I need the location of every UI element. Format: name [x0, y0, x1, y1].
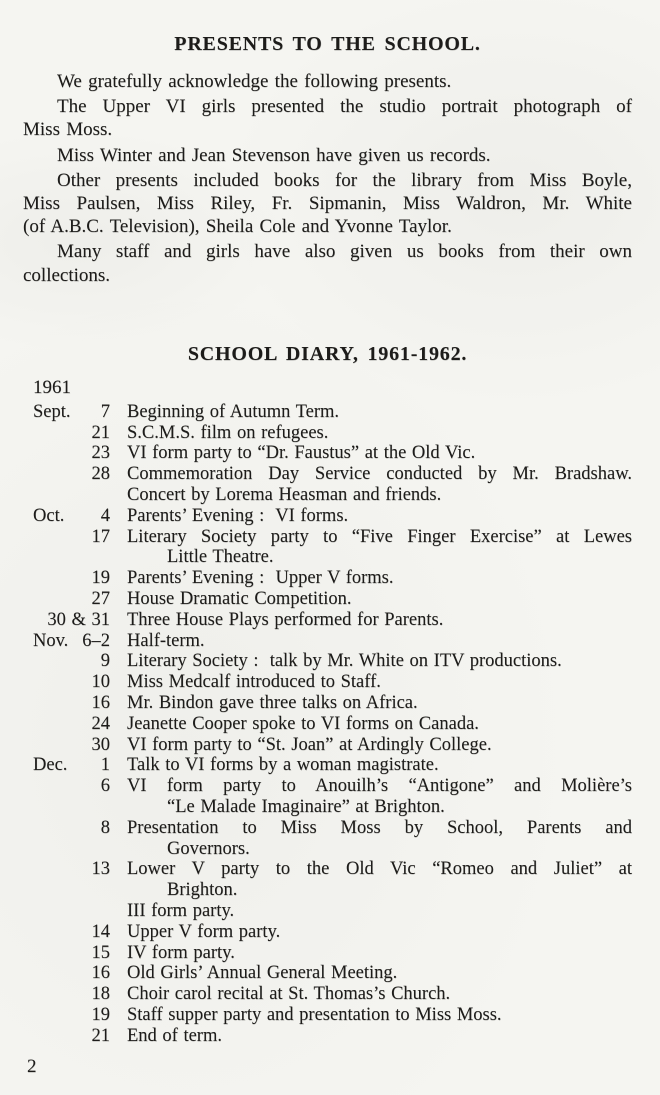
diary-entry-line: Old Girls’ Annual General Meeting.: [127, 963, 398, 984]
diary-entry-date: [33, 506, 110, 527]
diary-entry-day: 9: [100, 651, 110, 672]
diary-entry-day: 15: [91, 942, 110, 963]
paragraph-line: Many staff and girls have also given us books from their own: [57, 241, 632, 263]
paragraph-line: The Upper VI girls presented the studio portrait photograph of: [57, 96, 632, 118]
diary-entry-day: 17: [91, 526, 110, 547]
diary-entry: [33, 735, 632, 756]
diary-entry: [33, 568, 632, 589]
diary-entry: [33, 943, 632, 964]
diary-entry-text: [110, 984, 632, 1005]
presents-section-title: PRESENTS TO THE SCHOOL.: [174, 33, 481, 55]
diary-entry-date: [33, 818, 110, 839]
paragraph-line: Miss Moss.: [23, 119, 113, 141]
diary-entry-line: Jeanette Cooper spoke to VI forms on Canada.: [127, 713, 479, 734]
paragraph: [23, 169, 632, 239]
diary-entry-day: 10: [91, 672, 110, 693]
diary-entry-continuation-line: Brighton.: [167, 880, 238, 901]
diary-entry-text: [110, 589, 632, 610]
paragraph-line: Miss Paulsen, Miss Riley, Fr. Sipmanin, Miss Waldron, Mr. White: [23, 193, 632, 215]
diary-entry: [33, 610, 632, 631]
diary-entry-text: [110, 464, 632, 485]
diary-entry-month: Dec.: [33, 755, 68, 776]
diary-entry-date: [33, 1005, 110, 1026]
diary-entry-date: [33, 755, 110, 776]
diary-entry-continuation-line: Governors.: [167, 838, 250, 859]
diary-entry: [33, 672, 632, 693]
diary-entry-day: 8: [100, 817, 110, 838]
diary-entry-line: Literary Society party to “Five Finger Exercise” at Lewes: [127, 526, 632, 547]
diary-entry-day: 6: [100, 776, 110, 797]
diary-entry-line: Upper V form party.: [127, 921, 281, 942]
diary-entry: [33, 963, 632, 984]
diary-entry: [33, 423, 632, 444]
diary-entry-date: [33, 443, 110, 464]
diary-entry-line: End of term.: [127, 1025, 222, 1046]
diary-entry-day: 16: [91, 963, 110, 984]
diary-entry: [33, 714, 632, 735]
paragraph-line: Miss Winter and Jean Stevenson have given us records.: [57, 144, 491, 166]
diary-entry-text: [110, 506, 632, 527]
diary-entry: [33, 402, 632, 423]
diary-entry-day: 18: [91, 984, 110, 1005]
diary-entry-text: [110, 485, 632, 506]
page-number: 2: [27, 1055, 37, 1077]
diary-entry-text: [110, 610, 632, 631]
diary-entry-date: [33, 527, 110, 548]
diary-entry-line: House Dramatic Competition.: [127, 589, 352, 609]
diary-entry-day: 13: [91, 859, 110, 880]
diary-entry-day: 30: [91, 734, 110, 755]
diary-entry-date: [33, 568, 110, 589]
diary-entries: [33, 402, 632, 1047]
diary-entry-continuation-line: Little Theatre.: [167, 547, 274, 568]
diary-entry: [33, 464, 632, 485]
diary-entry-date: [33, 589, 110, 610]
diary-entry-line: III form party.: [127, 900, 235, 921]
diary-entry-line: Choir carol recital at St. Thomas’s Church.: [127, 984, 451, 1005]
diary-entry-line: Mr. Bindon gave three talks on Africa.: [127, 692, 418, 713]
diary-entry-day: 24: [91, 713, 110, 734]
diary-entry-line: Presentation to Miss Moss by School, Parents and: [127, 817, 632, 838]
diary-entry: [33, 859, 632, 901]
diary-entry-month: Nov.: [33, 630, 69, 651]
paragraph-line: Other presents included books for the library from Miss Boyle,: [57, 169, 632, 191]
diary-entry-text: [110, 901, 632, 922]
diary-entry-line: Concert by Lorema Heasman and friends.: [127, 485, 442, 506]
diary-entry-text: [110, 714, 632, 735]
diary-entry-text: [110, 672, 632, 693]
diary-entry-text: [110, 818, 632, 860]
diary-entry-day: 19: [91, 568, 110, 589]
diary-entry-text: [110, 568, 632, 589]
diary-entry: [33, 443, 632, 464]
diary-entry-date: [33, 943, 110, 964]
diary-entry: [33, 818, 632, 860]
diary-entry-line: Beginning of Autumn Term.: [127, 401, 340, 422]
diary-entry-date: [33, 714, 110, 735]
diary-entry-day: 21: [91, 1025, 110, 1046]
diary-entry: [33, 1026, 632, 1047]
paragraph: [23, 95, 632, 141]
diary-section-title: SCHOOL DIARY, 1961-1962.: [187, 342, 468, 365]
diary-entry-line: Talk to VI forms by a woman magistrate.: [127, 755, 439, 776]
diary-entry-text: [110, 423, 632, 444]
diary-entry: [33, 693, 632, 714]
diary-entry-date: [33, 693, 110, 714]
diary-entry: [33, 901, 632, 922]
diary-entry-day: 19: [91, 1004, 110, 1025]
paragraph-line: (of A.B.C. Television), Sheila Cole and Yvonne Taylor.: [23, 216, 452, 238]
diary-entry-day: 23: [91, 443, 110, 464]
diary-entry-line: VI form party to Anouilh’s “Antigone” and Molière’s: [127, 776, 632, 797]
paragraph: [23, 240, 632, 286]
diary-entry-day: 21: [91, 422, 110, 443]
diary-entry-line: Literary Society : talk by Mr. White on ITV productions.: [127, 651, 562, 672]
diary-entry-text: [110, 963, 632, 984]
diary-entry-text: [110, 631, 632, 652]
diary-entry: [33, 776, 632, 818]
diary-entry-date: [33, 402, 110, 423]
diary-entry-date: [33, 776, 110, 797]
paragraph-line: We gratefully acknowledge the following presents.: [57, 71, 452, 92]
diary-entry-day: 7: [100, 401, 110, 422]
diary-entry: [33, 984, 632, 1005]
diary-entry-day: 14: [91, 921, 110, 942]
diary-entry-day: 4: [100, 505, 110, 526]
diary-entry-line: VI form party to “Dr. Faustus” at the Old Vic.: [127, 443, 476, 464]
diary-entry-day: 27: [91, 589, 110, 609]
diary-entry-date: [33, 922, 110, 943]
diary-entry-text: [110, 922, 632, 943]
diary-entry-continuation-line: “Le Malade Imaginaire” at Brighton.: [167, 796, 445, 817]
diary-entry: [33, 485, 632, 506]
diary-entry-date: [33, 672, 110, 693]
diary-entry-line: Parents’ Evening : VI forms.: [127, 505, 349, 526]
diary-entry-text: [110, 1026, 632, 1047]
diary-entry-line: Three House Plays performed for Parents.: [127, 609, 444, 630]
diary-entry: [33, 631, 632, 652]
diary-entry-day: 6–2: [82, 630, 110, 651]
diary-entry-text: [110, 776, 632, 818]
diary-entry-day: 16: [91, 692, 110, 713]
diary-entry-text: [110, 943, 632, 964]
diary-entry-month: Oct.: [33, 505, 65, 526]
diary-entry-line: Parents’ Evening : Upper V forms.: [127, 568, 394, 589]
diary-entry: [33, 589, 632, 610]
diary-entry-text: [110, 755, 632, 776]
diary-entry-text: [110, 651, 632, 672]
diary-entry-date: [33, 735, 110, 756]
diary-entry-text: [110, 402, 632, 423]
diary-entry-text: [110, 443, 632, 464]
diary-entry-date: [33, 984, 110, 1005]
diary-entry-date: [33, 631, 110, 652]
paragraph: [23, 144, 632, 167]
diary-entry-line: Commemoration Day Service conducted by Mr. Bradshaw.: [127, 464, 632, 485]
diary-entry-day: 30 & 31: [47, 609, 110, 630]
diary-entry-day: 28: [91, 464, 110, 485]
diary-entry-line: IV form party.: [127, 942, 235, 963]
diary-entry-line: Staff supper party and presentation to Miss Moss.: [127, 1004, 502, 1025]
diary-entry-text: [110, 735, 632, 756]
diary-entry-date: [33, 1026, 110, 1047]
diary-entry-month: Sept.: [33, 401, 71, 422]
diary-entry: [33, 755, 632, 776]
diary-entry-day: 1: [100, 755, 110, 776]
diary-entry-date: [33, 963, 110, 984]
diary-entry-text: [110, 1005, 632, 1026]
diary-entry-line: VI form party to “St. Joan” at Ardingly College.: [127, 734, 492, 755]
diary-entry-text: [110, 859, 632, 901]
diary-entry-line: Half-term.: [127, 630, 205, 651]
diary-entry: [33, 1005, 632, 1026]
diary-entry-text: [110, 693, 632, 714]
diary-entry: [33, 527, 632, 569]
diary-entry-date: [33, 610, 110, 631]
paragraph-line: collections.: [23, 264, 111, 286]
diary-entry-date: [33, 423, 110, 444]
diary-year: 1961: [33, 376, 71, 398]
diary-entry: [33, 922, 632, 943]
diary-entry-line: Miss Medcalf introduced to Staff.: [127, 672, 381, 693]
diary-entry-date: [33, 859, 110, 880]
paragraph: [23, 70, 632, 93]
diary-entry-line: Lower V party to the Old Vic “Romeo and Juliet” at: [127, 859, 632, 880]
diary-entry-date: [33, 464, 110, 485]
diary-entry-date: [33, 651, 110, 672]
diary-entry: [33, 506, 632, 527]
diary-entry-text: [110, 527, 632, 569]
diary-entry: [33, 651, 632, 672]
diary-entry-line: S.C.M.S. film on refugees.: [127, 422, 329, 443]
